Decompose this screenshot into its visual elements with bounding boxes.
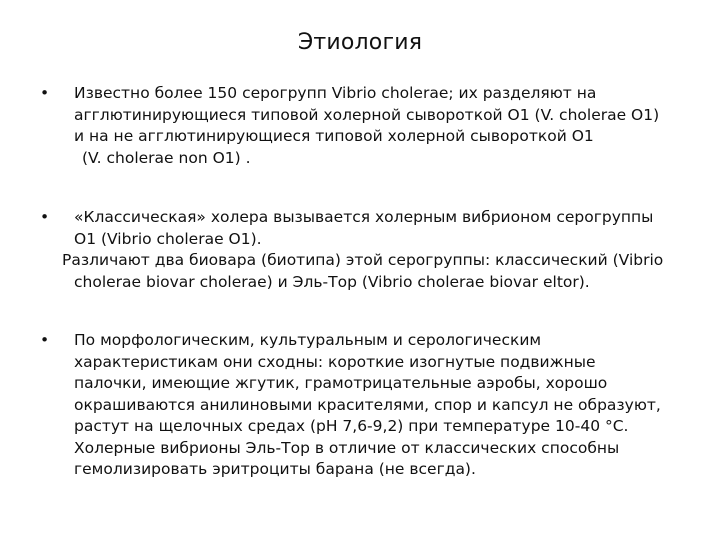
- bullet-line: гемолизировать эритроциты барана (не всегда).: [74, 460, 476, 478]
- bullet-marker: •: [40, 84, 50, 102]
- bullet-line: По морфологическим, культуральным и серологическим: [74, 331, 542, 349]
- bullet-line: Известно более 150 серогрупп Vibrio cholerae; их разделяют на: [74, 84, 597, 102]
- bullet-line: агглютинирующиеся типовой холерной сывороткой О1 (V. cholerae O1): [74, 105, 660, 124]
- bullet-item: [40, 330, 685, 481]
- bullet-line: растут на щелочных средах (рН 7,6-9,2) при температуре 10-40 °С.: [74, 417, 629, 435]
- bullet-line: Холерные вибрионы Эль-Тор в отличие от классических способны: [74, 438, 620, 457]
- bullet-marker: •: [40, 208, 50, 226]
- bullet-text: [62, 207, 685, 293]
- bullet-item: [40, 83, 685, 169]
- bullet-line: cholerae biovar cholerae) и Эль-Тор (Vibrio cholerae biovar eltor).: [74, 272, 590, 291]
- bullet-line: характеристикам они сходны: короткие изогнутые подвижные: [74, 352, 596, 371]
- bullet-line: «Классическая» холера вызывается холерным вибрионом серогруппы: [74, 208, 654, 226]
- slide-title: Этиология: [297, 30, 423, 55]
- bullet-line: палочки, имеющие жгутик, грамотрицательные аэробы, хорошо: [74, 374, 608, 392]
- bullet-line: окрашиваются анилиновыми красителями, спор и капсул не образуют,: [74, 395, 661, 414]
- bullet-item: [40, 207, 685, 293]
- bullet-line: (V. cholerae non O1) .: [82, 148, 251, 167]
- bullet-text: [74, 330, 685, 481]
- bullet-line: Различают два биовара (биотипа) этой серогруппы: классический (Vibrio: [62, 251, 664, 269]
- bullet-line: и на не агглютинирующиеся типовой холерной сывороткой О1: [74, 127, 594, 145]
- bullet-line: О1 (Vibrio cholerae O1).: [74, 229, 262, 248]
- bullet-text: [74, 83, 685, 169]
- bullet-marker: •: [40, 331, 50, 349]
